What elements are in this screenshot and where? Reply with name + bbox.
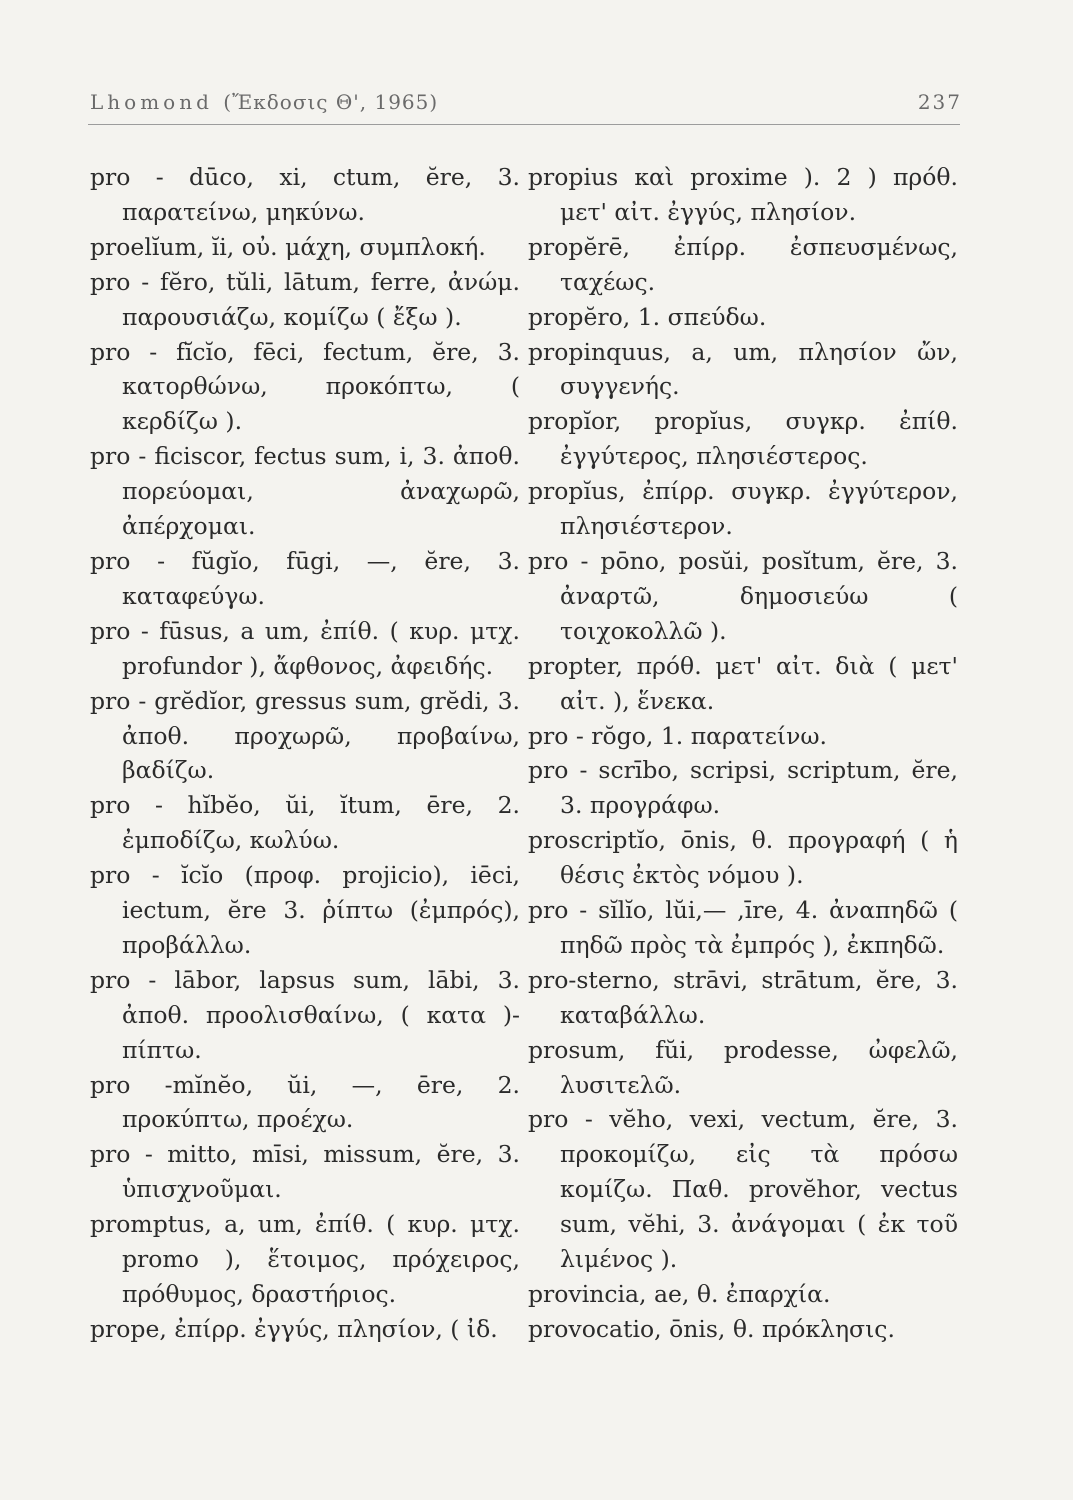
dictionary-entry: propĕrē, ἐπίρρ. ἐσπευσμένως, ταχέως.: [528, 232, 958, 296]
header-author: Lhomond: [90, 90, 213, 114]
dictionary-entry: pro - hĭbĕo, ŭi, ĭtum, ēre, 2. ἐμποδίζω, κωλύω.: [90, 791, 520, 855]
running-header: [90, 82, 962, 122]
dictionary-entry: propĭor, propĭus, συγκρ. ἐπίθ. ἐγγύτερος, πλησιέστερος.: [528, 407, 958, 471]
dictionary-entry: provincia, ae, θ. ἐπαρχία.: [528, 1280, 831, 1308]
dictionary-entry: prosum, fŭi, prodesse, ὠφελῶ, λυσιτελῶ.: [528, 1035, 958, 1099]
dictionary-entry: pro - fĕro, tŭli, lātum, ferre, ἀνώμ. παρουσιάζω, κομίζω ( ἔξω ).: [90, 267, 520, 331]
dictionary-entry: proscriptĭo, ōnis, θ. προγραφή ( ἡ θέσις ἐκτὸς νόμου ).: [528, 826, 958, 890]
dictionary-entry: pro - scrībo, scripsi, scriptum, ĕre, 3. προγράφω.: [528, 756, 958, 820]
dictionary-entry: pro - fūsus, a um, ἐπίθ. ( κυρ. μτχ. profundor ), ἄφθονος, ἀφειδής.: [90, 616, 520, 680]
dictionary-entry: pro - grĕdĭor, gressus sum, grĕdi, 3. ἀποθ. προχωρῶ, προβαίνω, βαδίζω.: [90, 686, 520, 785]
dictionary-entry: propinquus, a, um, πλησίον ὤν, συγγενής.: [528, 337, 958, 401]
dictionary-entry: pro-sterno, strāvi, strātum, ĕre, 3. καταβάλλω.: [528, 965, 958, 1029]
dictionary-entry: pro - fĭcĭo, fēci, fectum, ĕre, 3. κατορθώνω, προκόπτω, ( κερδίζω ).: [90, 337, 520, 436]
header-rule: [88, 124, 960, 125]
dictionary-entry: pro - lābor, lapsus sum, lābi, 3. ἀποθ. προολισθαίνω, ( κατα )-πίπτω.: [90, 965, 520, 1064]
dictionary-entry: pro - vĕho, vexi, vectum, ĕre, 3. προκομίζω, εἰς τὰ πρόσω κομίζω. Παθ. provĕhor, vectus sum, vĕhi, 3. ἀνάγομαι ( ἐκ τοῦ λιμένος ).: [528, 1105, 958, 1274]
page-number: 237: [917, 90, 962, 114]
dictionary-entry: prope, ἐπίρρ. ἐγγύς, πλησίον, ( ἰδ.: [90, 1314, 498, 1343]
dictionary-entry: propĭus, ἐπίρρ. συγκρ. ἐγγύτερον, πλησιέστερον.: [528, 477, 958, 541]
left-column: [90, 160, 520, 1347]
dictionary-entry: pro - pōno, posŭi, posĭtum, ĕre, 3. ἀναρτῶ, δημοσιεύω ( τοιχοκολλῶ ).: [528, 546, 958, 645]
dictionary-entry: propius καὶ proxime ). 2 ) πρόθ. μετ' αἰτ. ἐγγύς, πλησίον.: [528, 163, 958, 226]
dictionary-entry: provocatio, ōnis, θ. πρόκλησις.: [528, 1314, 895, 1343]
dictionary-entry: pro - sĭlĭo, lŭi,— ,īre, 4. ἀναπηδῶ ( πηδῶ πρὸς τὰ ἐμπρός ), ἐκπηδῶ.: [528, 896, 958, 959]
dictionary-entry: pro - dūco, xi, ctum, ĕre, 3. παρατείνω, μηκύνω.: [90, 163, 520, 226]
right-column: [528, 160, 958, 1347]
dictionary-entry: promptus, a, um, ἐπίθ. ( κυρ. μτχ. promo ), ἕτοιμος, πρόχειρος, πρόθυμος, δραστήριος.: [90, 1210, 520, 1308]
dictionary-entry: pro - ficiscor, fectus sum, i, 3. ἀποθ. πορεύομαι, ἀναχωρῶ, ἀπέρχομαι.: [90, 442, 520, 541]
header-edition: (Ἔκδοσις Θ', 1965): [223, 90, 439, 114]
header-source: [90, 90, 438, 114]
dictionary-entry: pro - rŏgo, 1. παρατείνω.: [528, 721, 828, 750]
dictionary-entry: pro - mitto, mīsi, missum, ĕre, 3. ὑπισχνοῦμαι.: [90, 1140, 520, 1204]
dictionary-entry: pro -mĭnĕo, ŭi, —, ēre, 2. προκύπτω, προέχω.: [90, 1070, 520, 1134]
dictionary-entry: propter, πρόθ. μετ' αἰτ. διὰ ( μετ' αἰτ. ), ἕνεκα.: [528, 651, 958, 715]
dictionary-entry: propĕro, 1. σπεύδω.: [528, 302, 767, 331]
dictionary-entry: pro - ĭcĭo (προφ. projicio), iēci, iectum, ĕre 3. ῥίπτω (ἐμπρός), προβάλλω.: [90, 861, 520, 959]
dictionary-entry: proelĭum, ĭi, οὐ. μάχη, συμπλοκή.: [90, 232, 486, 261]
dictionary-entry: pro - fŭgĭo, fūgi, —, ĕre, 3. καταφεύγω.: [90, 546, 520, 610]
